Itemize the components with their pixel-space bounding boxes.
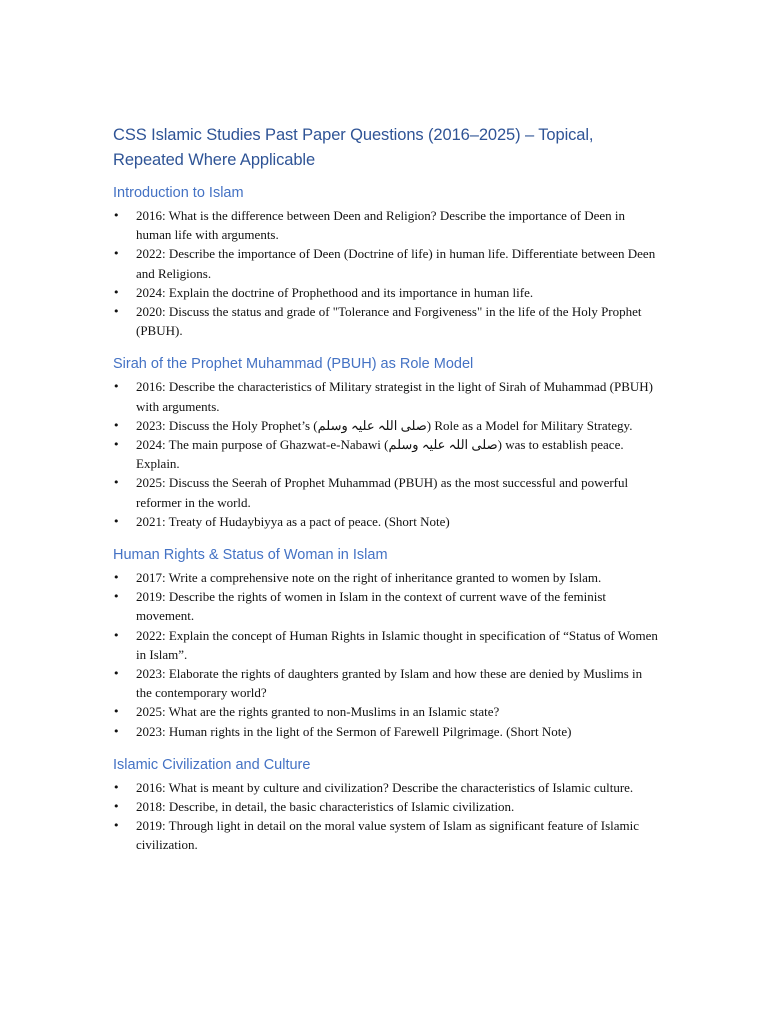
- list-item: [113, 512, 658, 531]
- question-text: 2020: Discuss the status and grade of "Tolerance and Forgiveness" in the life of the Holy Prophet (PBUH).: [136, 304, 642, 339]
- section: [113, 755, 658, 855]
- question-text: 2019: Through light in detail on the moral value system of Islam as significant feature of Islamic civilization.: [136, 818, 640, 853]
- question-text: 2016: Describe the characteristics of Military strategist in the light of Sirah of Muhammad (PBUH) with arguments.: [136, 379, 653, 414]
- question-text: 2025: What are the rights granted to non-Muslims in an Islamic state?: [136, 704, 500, 720]
- list-item: [113, 377, 658, 415]
- bullet-icon: •: [113, 209, 120, 222]
- list-item: [113, 816, 658, 854]
- question-text: 2025: Discuss the Seerah of Prophet Muhammad (PBUH) as the most successful and powerful reformer in the world.: [136, 475, 629, 510]
- question-text: 2024: The main purpose of Ghazwat-e-Nabawi (صلی اللہ علیہ وسلم) was to establish peace. Explain.: [136, 437, 624, 472]
- list-item: [113, 702, 658, 721]
- section: [113, 545, 658, 741]
- bullet-icon: •: [113, 724, 120, 738]
- bullet-icon: •: [113, 590, 120, 604]
- question-text: 2023: Human rights in the light of the Sermon of Farewell Pilgrimage. (Short Note): [136, 723, 572, 739]
- bullet-icon: •: [113, 780, 120, 794]
- bullet-icon: •: [113, 285, 120, 299]
- section-heading: Islamic Civilization and Culture: [113, 756, 311, 773]
- list-item: [113, 626, 658, 664]
- question-text: 2024: Explain the doctrine of Prophethood and its importance in human life.: [136, 284, 534, 300]
- question-list: [113, 206, 658, 340]
- bullet-icon: •: [113, 800, 120, 814]
- list-item: [113, 778, 658, 797]
- question-text: 2021: Treaty of Hudaybiyya as a pact of peace. (Short Note): [136, 513, 450, 529]
- document-content: [113, 123, 658, 869]
- sections-container: [113, 183, 658, 855]
- question-text: 2017: Write a comprehensive note on the right of inheritance granted to women by Islam.: [136, 570, 602, 586]
- question-list: [113, 568, 658, 741]
- section-heading: Human Rights & Status of Woman in Islam: [113, 547, 388, 564]
- section-heading: Sirah of the Prophet Muhammad (PBUH) as Role Model: [113, 356, 474, 373]
- question-text: 2023: Elaborate the rights of daughters granted by Islam and how these are denied by Muslims in the contemporary world?: [136, 666, 643, 701]
- section-heading: Introduction to Islam: [113, 185, 244, 201]
- list-item: [113, 568, 658, 587]
- bullet-icon: •: [113, 819, 120, 833]
- question-text: 2019: Describe the rights of women in Islam in the context of current wave of the feminist movement.: [136, 589, 607, 624]
- bullet-icon: •: [113, 628, 120, 642]
- question-list: [113, 778, 658, 855]
- question-text: 2016: What is the difference between Deen and Religion? Describe the importance of Deen in human life with arguments.: [136, 208, 626, 243]
- list-item: [113, 722, 658, 741]
- list-item: [113, 587, 658, 625]
- list-item: [113, 416, 658, 435]
- list-item: [113, 664, 658, 702]
- bullet-icon: •: [113, 571, 120, 585]
- bullet-icon: •: [113, 514, 120, 528]
- list-item: [113, 244, 658, 282]
- list-item: [113, 797, 658, 816]
- bullet-icon: •: [113, 667, 120, 681]
- question-text: 2018: Describe, in detail, the basic characteristics of Islamic civilization.: [136, 799, 515, 815]
- question-text: 2022: Describe the importance of Deen (Doctrine of life) in human life. Differentiate between Deen and Religions.: [136, 246, 656, 281]
- section: [113, 183, 658, 340]
- bullet-icon: •: [113, 305, 120, 319]
- bullet-icon: •: [113, 476, 120, 490]
- document-title: CSS Islamic Studies Past Paper Questions (2016–2025) – Topical, Repeated Where Applicable: [113, 126, 594, 169]
- bullet-icon: •: [113, 418, 120, 432]
- question-list: [113, 377, 658, 531]
- question-text: 2023: Discuss the Holy Prophet’s (صلی اللہ علیہ وسلم) Role as a Model for Military Strategy.: [136, 417, 633, 433]
- question-text: 2022: Explain the concept of Human Rights in Islamic thought in specification of “Status of Women in Islam”.: [136, 627, 658, 662]
- bullet-icon: •: [113, 380, 120, 394]
- list-item: [113, 206, 658, 244]
- bullet-icon: •: [113, 247, 120, 261]
- list-item: [113, 435, 658, 473]
- bullet-icon: •: [113, 438, 120, 452]
- list-item: [113, 473, 658, 511]
- question-text: 2016: What is meant by culture and civilization? Describe the characteristics of Islamic culture.: [136, 779, 634, 795]
- section: [113, 354, 658, 531]
- bullet-icon: •: [113, 705, 120, 719]
- list-item: [113, 302, 658, 340]
- list-item: [113, 283, 658, 302]
